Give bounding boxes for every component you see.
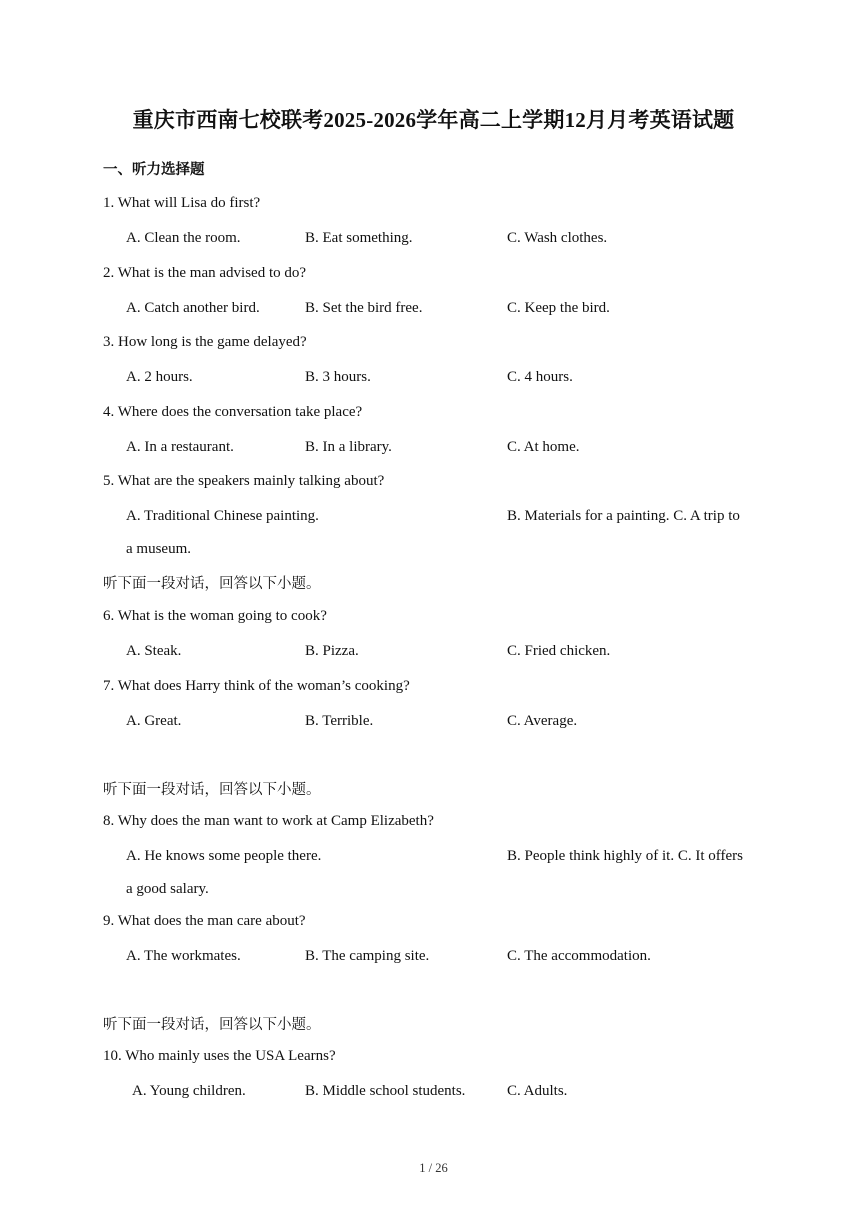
question-1: 1. What will Lisa do first? [103,195,261,211]
page-number: 1 / 26 [419,1161,448,1175]
q8-option-a: A. He knows some people there. [126,848,322,864]
listening-instruction-2: 听下面一段对话，回答以下小题。 [103,782,321,798]
q1-option-a: A. Clean the room. [126,230,241,246]
q6-option-a: A. Steak. [126,643,182,659]
q6-option-c: C. Fried chicken. [507,643,611,659]
q2-option-b: B. Set the bird free. [305,300,423,316]
q8-option-bc: B. People think highly of it. C. It offers [507,848,743,864]
q5-option-continued: a museum. [126,541,191,557]
question-4: 4. Where does the conversation take place? [103,404,363,420]
q5-option-bc: B. Materials for a painting. C. A trip to [507,508,740,524]
question-7: 7. What does Harry think of the woman’s cooking? [103,678,410,694]
listening-instruction-1: 听下面一段对话，回答以下小题。 [103,576,321,592]
q10-option-a: A. Young children. [132,1083,246,1099]
exam-title: 重庆市西南七校联考2025-2026学年高二上学期12月月考英语试题 [132,108,735,132]
q3-option-b: B. 3 hours. [305,369,371,385]
q1-option-b: B. Eat something. [305,230,413,246]
q4-option-b: B. In a library. [305,439,392,455]
q6-option-b: B. Pizza. [305,643,359,659]
q9-option-b: B. The camping site. [305,948,430,964]
q10-option-c: C. Adults. [507,1083,568,1099]
question-9: 9. What does the man care about? [103,913,306,929]
question-10: 10. Who mainly uses the USA Learns? [103,1048,336,1064]
question-6: 6. What is the woman going to cook? [103,608,327,624]
q4-option-c: C. At home. [507,439,580,455]
q1-option-c: C. Wash clothes. [507,230,608,246]
question-2: 2. What is the man advised to do? [103,265,307,281]
q8-option-continued: a good salary. [126,881,209,897]
q7-option-b: B. Terrible. [305,713,374,729]
question-5: 5. What are the speakers mainly talking about? [103,473,385,489]
q3-option-c: C. 4 hours. [507,369,573,385]
q2-option-a: A. Catch another bird. [126,300,260,316]
q9-option-a: A. The workmates. [126,948,241,964]
section-heading: 一、听力选择题 [103,162,205,178]
q10-option-b: B. Middle school students. [305,1083,466,1099]
q5-option-a: A. Traditional Chinese painting. [126,508,319,524]
q9-option-c: C. The accommodation. [507,948,651,964]
question-3: 3. How long is the game delayed? [103,334,307,350]
q7-option-a: A. Great. [126,713,182,729]
q4-option-a: A. In a restaurant. [126,439,234,455]
q2-option-c: C. Keep the bird. [507,300,610,316]
q3-option-a: A. 2 hours. [126,369,193,385]
q7-option-c: C. Average. [507,713,578,729]
question-8: 8. Why does the man want to work at Camp Elizabeth? [103,813,434,829]
listening-instruction-3: 听下面一段对话，回答以下小题。 [103,1017,321,1033]
